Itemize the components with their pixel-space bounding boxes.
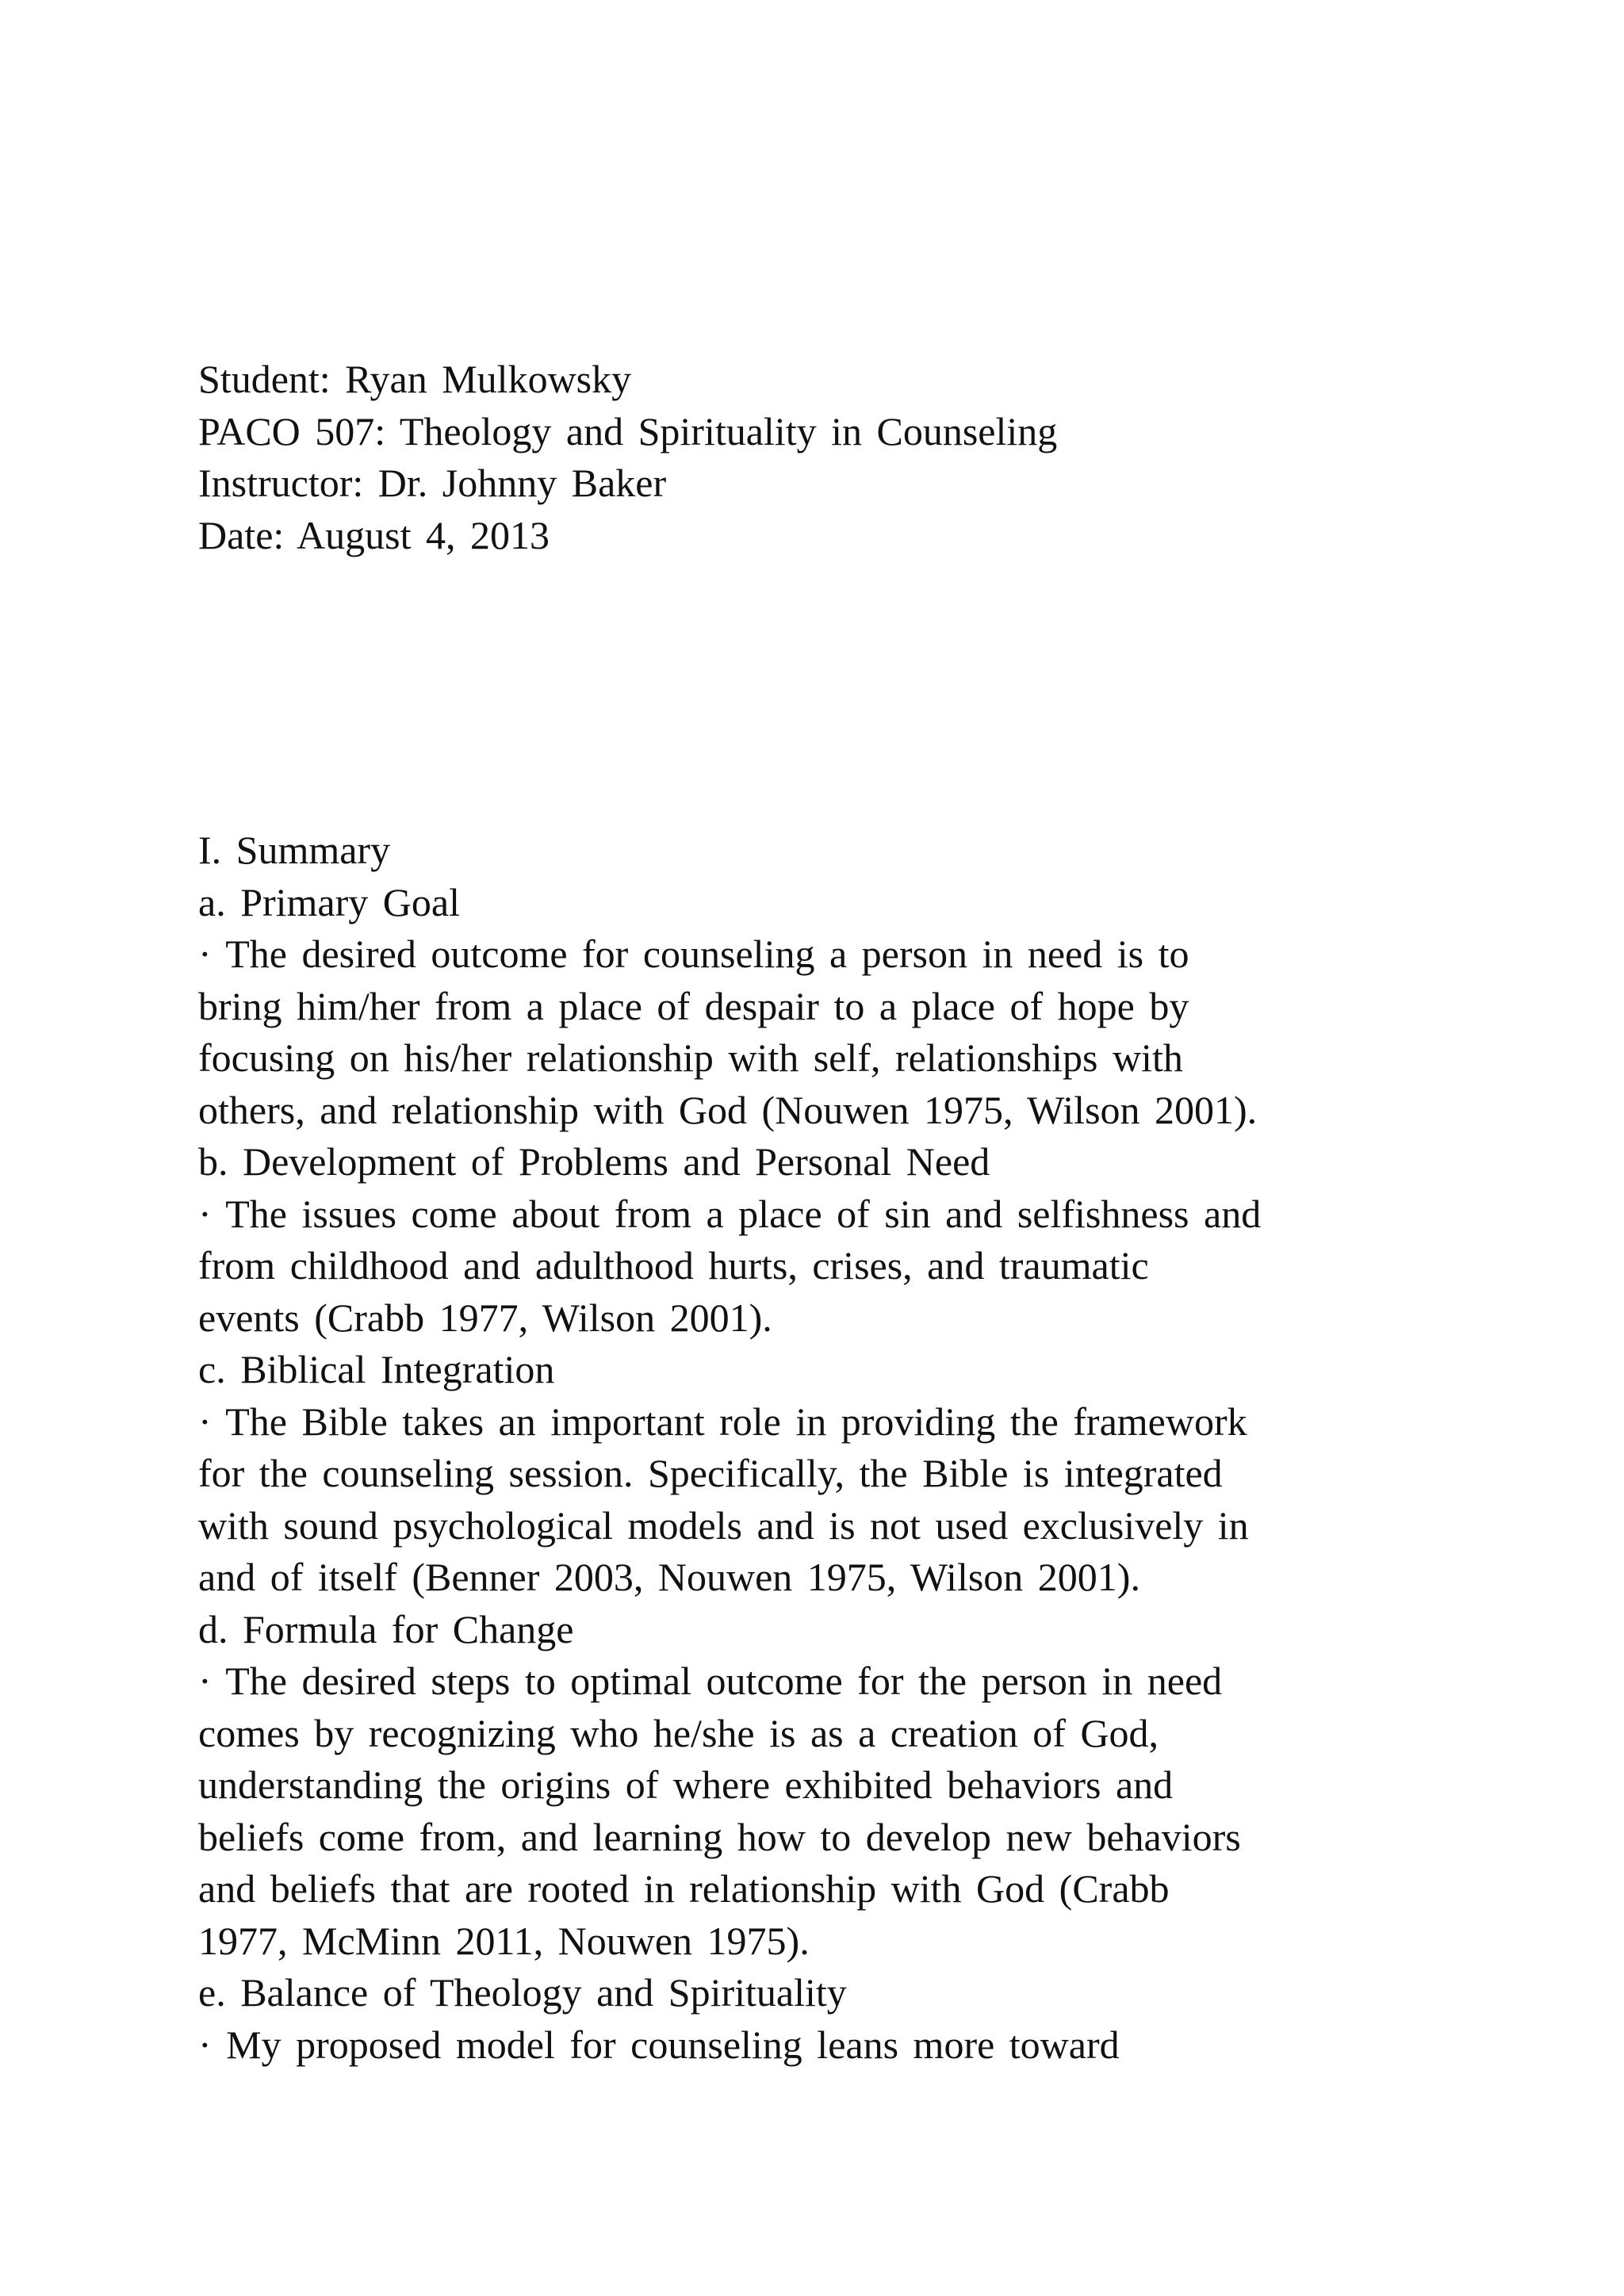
text-line: from childhood and adulthood hurts, crises, and traumatic [198,1243,1149,1288]
subheading: b. Development of Problems and Personal Need [198,1139,990,1184]
text-line: focusing on his/her relationship with self, relationships with [198,1035,1183,1080]
text-line: beliefs come from, and learning how to develop new behaviors [198,1814,1241,1859]
text-line: comes by recognizing who he/she is as a creation of God, [198,1710,1159,1755]
text-line: · My proposed model for counseling leans more toward [198,2022,1120,2067]
student-line: Student: Ryan Mulkowsky [198,357,632,401]
text-line: understanding the origins of where exhibited behaviors and [198,1762,1174,1807]
section-heading: I. Summary [198,828,391,872]
instructor-line: Instructor: Dr. Johnny Baker [198,461,667,505]
text-line: 1977, McMinn 2011, Nouwen 1975). [198,1918,810,1963]
text-line: with sound psychological models and is not used exclusively in [198,1502,1249,1548]
text-line: events (Crabb 1977, Wilson 2001). [198,1295,772,1340]
date-line: Date: August 4, 2013 [198,512,550,557]
header-block [198,354,1546,561]
course-line: PACO 507: Theology and Spirituality in Counseling [198,408,1058,453]
body-text [198,825,1546,2071]
text-line: bring him/her from a place of despair to a place of hope by [198,983,1189,1028]
subheading: c. Biblical Integration [198,1347,555,1391]
subheading: e. Balance of Theology and Spirituality [198,1970,847,2015]
text-line: · The issues come about from a place of sin and selfishness and [198,1191,1262,1236]
subheading: a. Primary Goal [198,879,460,924]
text-line: and beliefs that are rooted in relationship with God (Crabb [198,1866,1170,1911]
text-line: · The Bible takes an important role in providing the framework [198,1399,1247,1444]
text-line: · The desired steps to optimal outcome for the person in need [198,1659,1223,1703]
text-line: for the counseling session. Specifically, the Bible is integrated [198,1451,1223,1495]
text-line: others, and relationship with God (Nouwen 1975, Wilson 2001). [198,1087,1258,1132]
text-line: · The desired outcome for counseling a person in need is to [198,932,1189,976]
text-line: and of itself (Benner 2003, Nouwen 1975, Wilson 2001). [198,1555,1140,1599]
subheading: d. Formula for Change [198,1606,574,1651]
